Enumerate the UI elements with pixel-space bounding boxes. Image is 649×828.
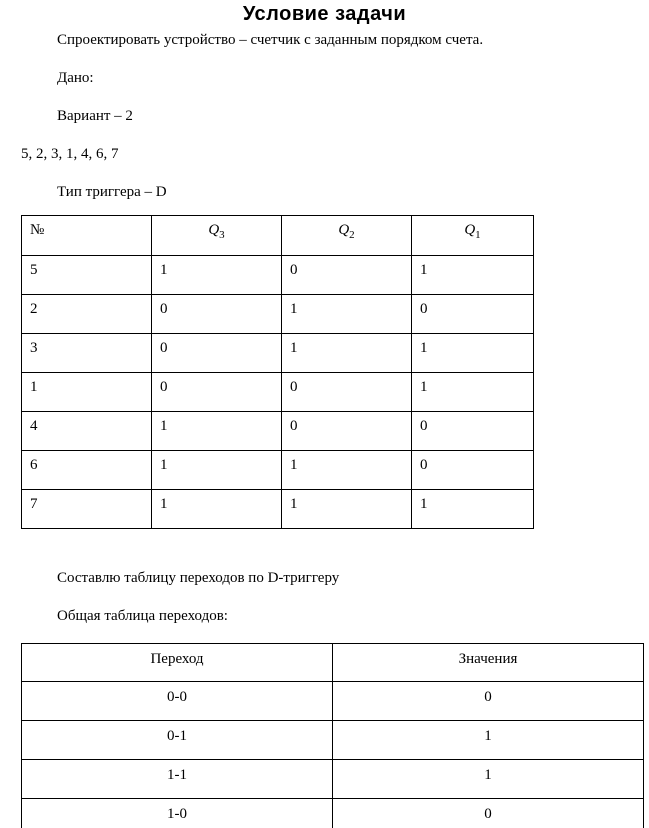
- table-cell: 5: [22, 256, 152, 295]
- transition-table-row: [22, 682, 644, 721]
- state-table-row: [22, 256, 534, 295]
- paragraph-given: Дано:: [57, 70, 94, 86]
- paragraph-task: Спроектировать устройство – счетчик с заданным порядком счета.: [57, 32, 484, 48]
- page-title: Условие задачи: [242, 3, 407, 25]
- table-cell: 0: [412, 295, 534, 334]
- state-table-header-row: [22, 216, 534, 256]
- paragraph-count-sequence: 5, 2, 3, 1, 4, 6, 7: [21, 146, 119, 162]
- table-cell: 0: [152, 373, 282, 412]
- transition-table: [21, 643, 644, 828]
- table-cell: 1: [333, 721, 644, 760]
- table-cell: 0: [282, 256, 412, 295]
- table-cell: 0: [412, 412, 534, 451]
- table-cell: 3: [22, 334, 152, 373]
- table-cell: 0: [333, 799, 644, 828]
- table-cell: 0: [412, 451, 534, 490]
- state-table-row: [22, 490, 534, 529]
- table-cell: 2: [22, 295, 152, 334]
- paragraph-transition-intro: Составлю таблицу переходов по D-триггеру: [57, 570, 340, 586]
- table-cell: 1: [152, 451, 282, 490]
- transition-table-header-values: Значения: [333, 644, 644, 682]
- table-cell: 0: [282, 373, 412, 412]
- transition-table-row: [22, 799, 644, 828]
- table-cell: 6: [22, 451, 152, 490]
- table-cell: 1: [412, 490, 534, 529]
- state-table-row: [22, 373, 534, 412]
- table-cell: 1: [333, 760, 644, 799]
- state-table-header-num: №: [22, 216, 152, 256]
- table-cell: 1: [282, 295, 412, 334]
- table-cell: 1: [22, 373, 152, 412]
- table-cell: 1: [152, 412, 282, 451]
- transition-table-header-transition: Переход: [22, 644, 333, 682]
- paragraph-transition-caption: Общая таблица переходов:: [57, 608, 228, 624]
- transition-table-row: [22, 721, 644, 760]
- table-cell: 1: [152, 256, 282, 295]
- state-table-row: [22, 451, 534, 490]
- transition-table-row: [22, 760, 644, 799]
- table-cell: 1: [282, 334, 412, 373]
- state-table-row: [22, 334, 534, 373]
- paragraph-variant: Вариант – 2: [57, 108, 133, 124]
- paragraph-trigger-type: Тип триггера – D: [57, 184, 167, 200]
- table-cell: 1: [282, 451, 412, 490]
- state-table: [21, 215, 534, 529]
- table-cell: 0: [152, 334, 282, 373]
- table-cell: 0-1: [22, 721, 333, 760]
- table-cell: 0-0: [22, 682, 333, 721]
- table-cell: 7: [22, 490, 152, 529]
- table-cell: 0: [282, 412, 412, 451]
- table-cell: 1: [412, 334, 534, 373]
- transition-table-header-row: [22, 644, 644, 682]
- state-table-row: [22, 295, 534, 334]
- table-cell: 4: [22, 412, 152, 451]
- state-table-header-q3: $Q_3$: [152, 216, 282, 256]
- state-table-header-q1: $Q_1$: [412, 216, 534, 256]
- table-cell: 0: [152, 295, 282, 334]
- table-cell: 1-0: [22, 799, 333, 828]
- table-cell: 1: [152, 490, 282, 529]
- table-cell: 1: [412, 373, 534, 412]
- table-cell: 1-1: [22, 760, 333, 799]
- table-cell: 0: [333, 682, 644, 721]
- state-table-row: [22, 412, 534, 451]
- table-cell: 1: [282, 490, 412, 529]
- state-table-header-q2: $Q_2$: [282, 216, 412, 256]
- table-cell: 1: [412, 256, 534, 295]
